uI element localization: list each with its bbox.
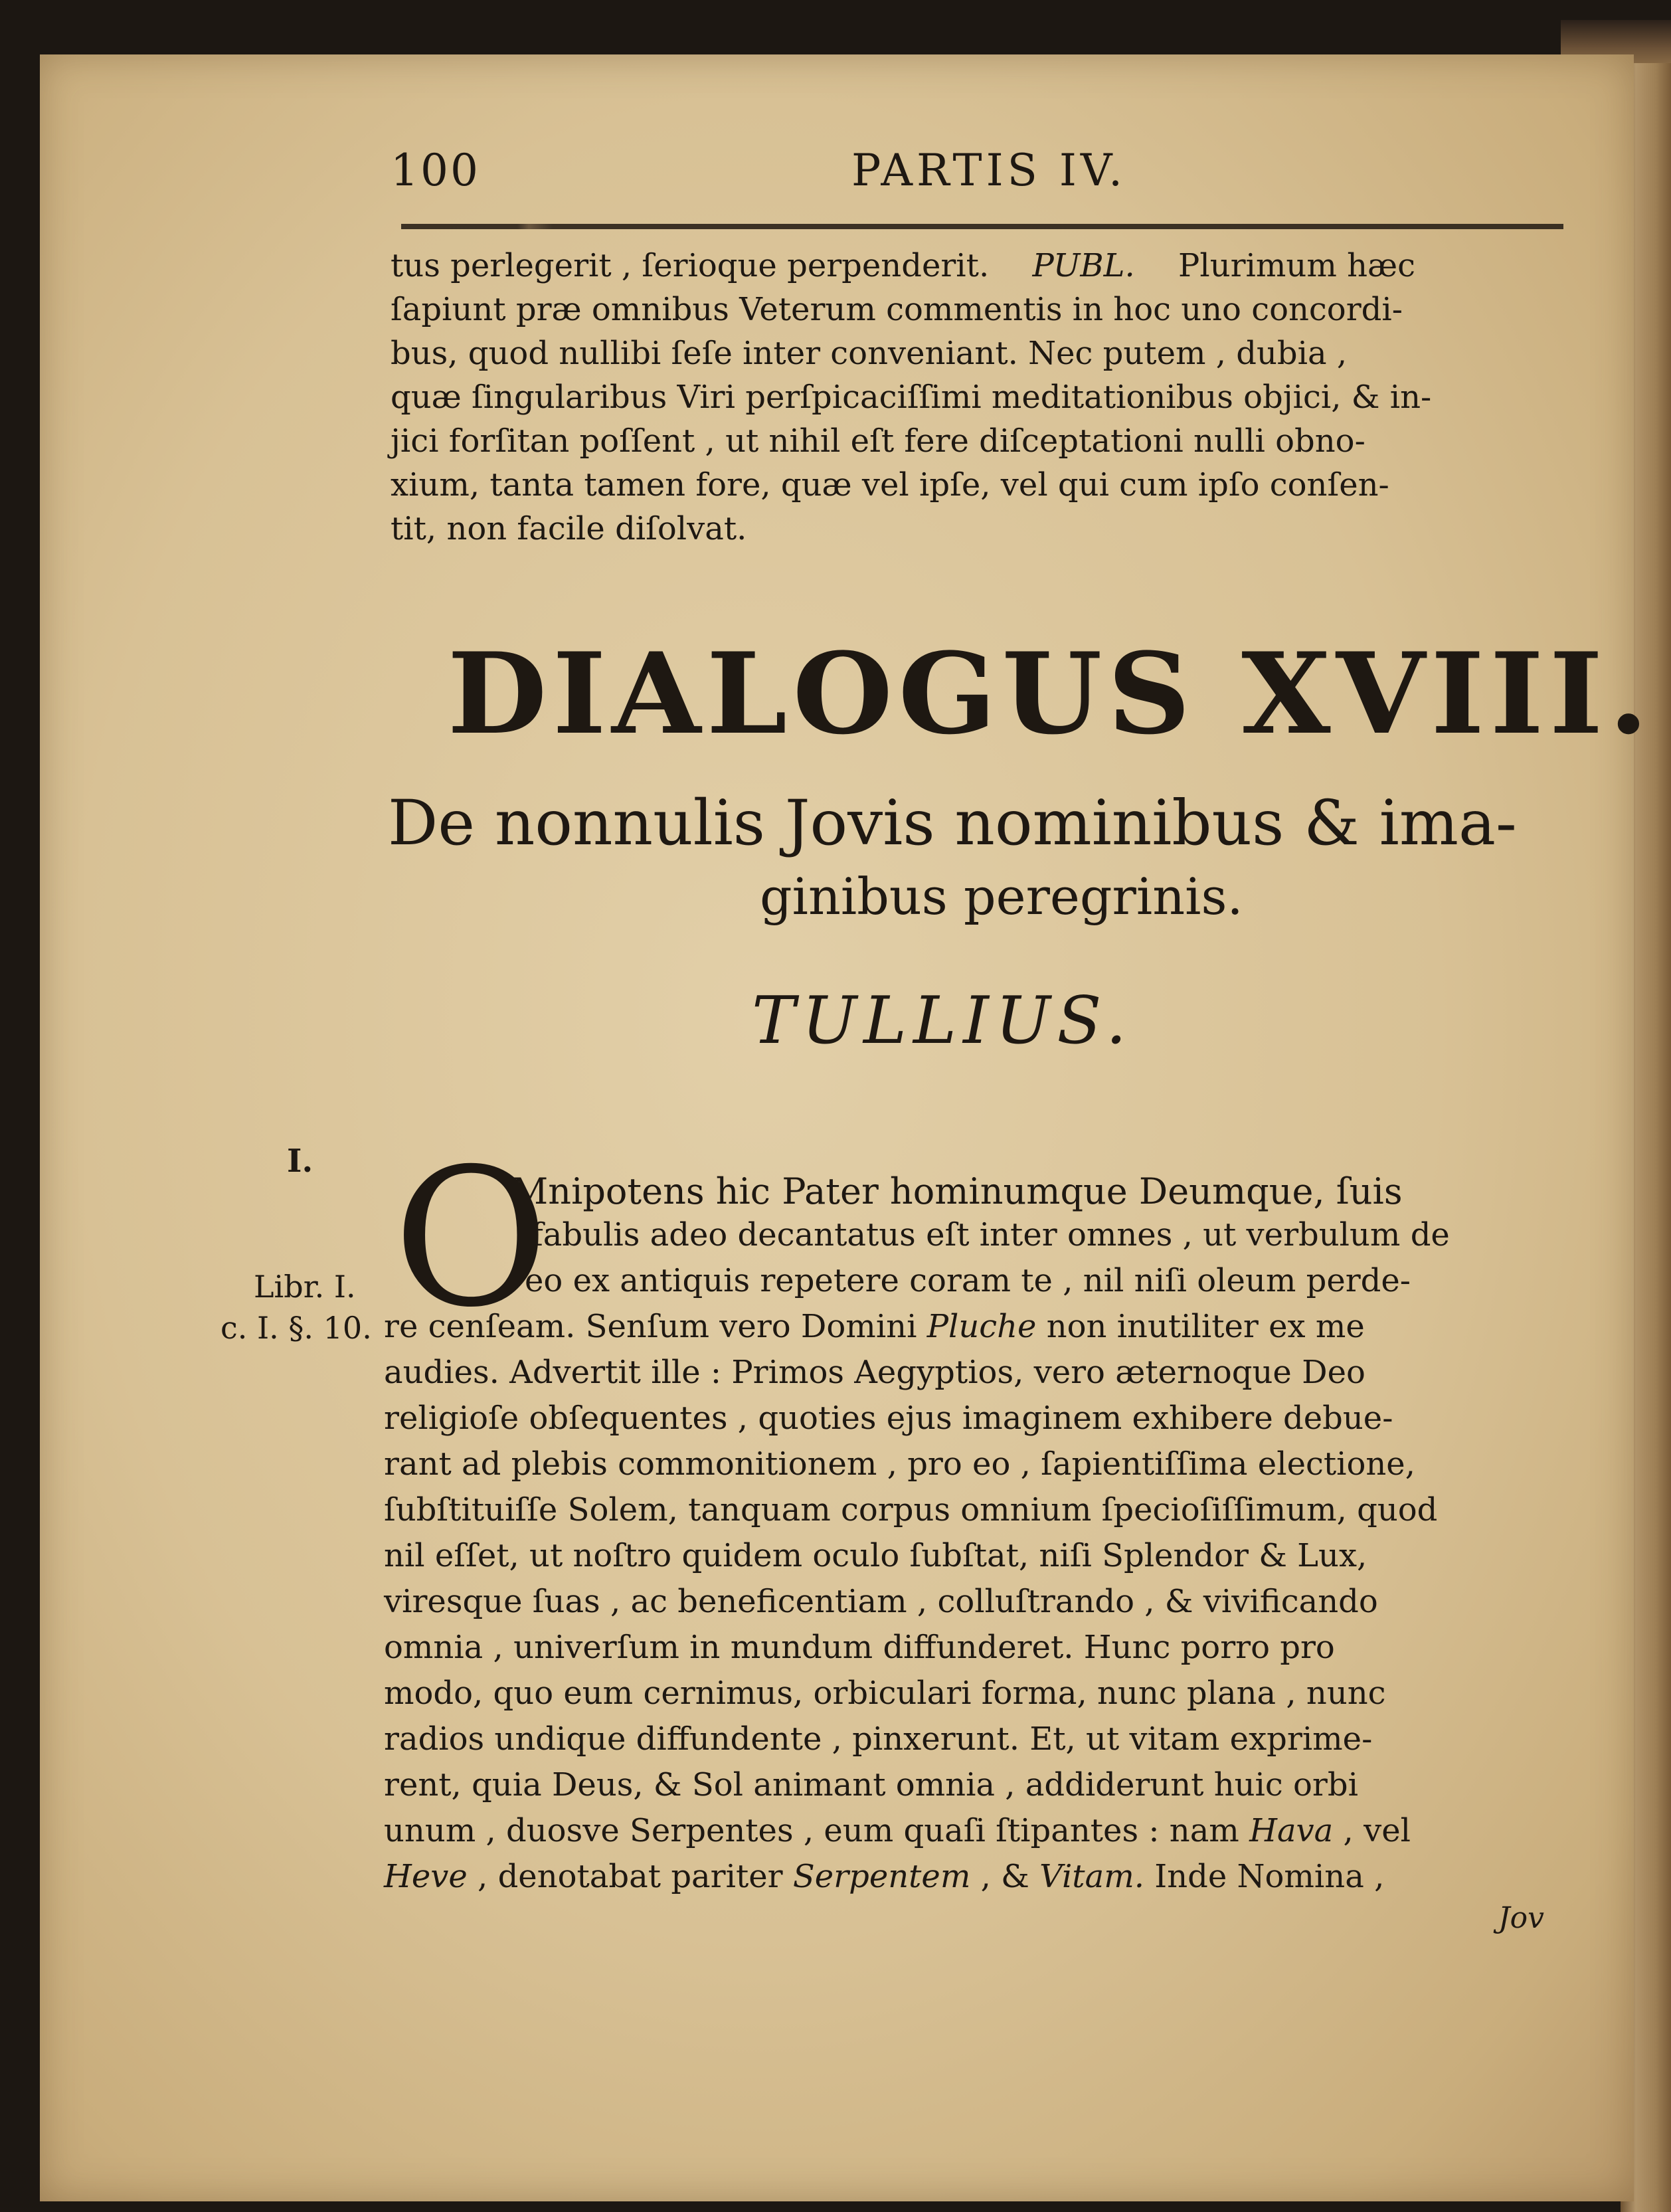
speaker-abbrev: PUBL. (1032, 247, 1135, 284)
text-line (384, 1858, 1384, 1895)
text-line (384, 1354, 1365, 1391)
italic-term: Hava (1249, 1812, 1334, 1849)
running-title: PARTIS IV. (851, 145, 1127, 196)
text-line (384, 1400, 1393, 1437)
section-number: I. (287, 1143, 313, 1180)
text-line: tit, non facile diſolvat. (391, 510, 747, 547)
text-segment: eo ex antiquis repetere coram te , nil niſi oleum perde- (525, 1262, 1411, 1299)
text-line (384, 1675, 1386, 1712)
text-segment: rent, quia Deus, & Sol animant omnia , addiderunt huic orbi (384, 1766, 1358, 1803)
text-line: bus, quod nullibi ſeſe inter conveniant. Nec putem , dubia , (391, 335, 1348, 372)
text-line: xium, tanta tamen fore, quæ vel ipſe, vel qui cum ipſo conſen- (391, 466, 1389, 504)
text-segment: Mnipotens hic Pater hominumque Deumque, ſuis (511, 1170, 1403, 1212)
margin-reference: c. I. §. 10. (220, 1310, 372, 1346)
text-segment: rant ad plebis commonitionem , pro eo , ſapientiſſima electione, (384, 1445, 1415, 1483)
header-rule (401, 224, 1563, 229)
text-line (525, 1262, 1411, 1299)
text-line (384, 1766, 1358, 1803)
italic-term: Heve (384, 1858, 468, 1895)
text-segment: modo, quo eum cernimus, orbiculari forma, nunc plana , nunc (384, 1675, 1386, 1712)
dialogue-heading: DIALOGUS XVIII. (447, 628, 1654, 759)
text-segment: audies. Advertit ille : Primos Aegyptios, vero æternoque Deo (384, 1354, 1365, 1391)
text-line (384, 1491, 1437, 1528)
text-segment: radios undique diffundente , pinxerunt. Et, ut vitam exprime- (384, 1720, 1373, 1758)
text-segment: omnia , univerſum in mundum diffunderet. Hunc porro pro (384, 1629, 1335, 1666)
text-segment: , vel (1333, 1812, 1411, 1849)
margin-reference: Libr. I. (254, 1269, 356, 1305)
text-line (384, 1583, 1378, 1620)
catchword: Jov (1498, 1901, 1544, 1935)
drop-cap: O (393, 1129, 549, 1349)
text-line (384, 1537, 1367, 1574)
text-line (384, 1445, 1415, 1483)
text-line: jici forſitan poſſent , ut nihil eſt fere diſceptationi nulli obno- (391, 422, 1365, 460)
text-line (531, 1216, 1450, 1253)
italic-term: Pluche (926, 1308, 1037, 1345)
text-segment: , & (970, 1858, 1040, 1895)
text-line (511, 1170, 1403, 1212)
speaker-name: TULLIUS. (752, 983, 1134, 1059)
text-segment: fabulis adeo decantatus eſt inter omnes , ut verbulum de (531, 1216, 1450, 1253)
page-number: 100 (391, 145, 480, 196)
text-segment: religioſe obſequentes , quoties ejus imaginem exhibere debue- (384, 1400, 1393, 1437)
text-line (384, 1308, 1365, 1345)
text-segment: viresque ſuas , ac beneficentiam , colluſtrando , & vivificando (384, 1583, 1378, 1620)
text-line (384, 1812, 1411, 1849)
dialogue-subtitle-line1: De nonnulis Jovis nominibus & ima- (388, 787, 1517, 860)
dialogue-subtitle-line2: ginibus peregrinis. (760, 867, 1243, 926)
text-segment: ſubſtituiſſe Solem, tanquam corpus omnium ſpecioſiſſimum, quod (384, 1491, 1438, 1528)
text-segment: , denotabat pariter (467, 1858, 793, 1895)
text-line: quæ ſingularibus Viri perſpicaciſſimi meditationibus objici, & in- (391, 379, 1432, 416)
text-line: tus perlegerit , ſerioque perpenderit. PUBL. Plurimum hæc (391, 247, 1416, 284)
italic-term: Serpentem (792, 1858, 971, 1895)
text-segment: Inde Nomina , (1144, 1858, 1385, 1895)
text-segment: non inutiliter ex me (1036, 1308, 1365, 1345)
text-segment: nil eſſet, ut noſtro quidem oculo ſubſtat, niſi Splendor & Lux, (384, 1537, 1367, 1574)
text-line (384, 1720, 1372, 1758)
text-line (384, 1629, 1335, 1666)
text-segment: unum , duosve Serpentes , eum quaſi ſtipantes : nam (384, 1812, 1250, 1849)
text-segment: re cenſeam. Senſum vero Domini (384, 1308, 927, 1345)
italic-term: Vitam. (1039, 1858, 1144, 1895)
text-line: ſapiunt præ omnibus Veterum commentis in hoc uno concordi- (391, 291, 1403, 328)
